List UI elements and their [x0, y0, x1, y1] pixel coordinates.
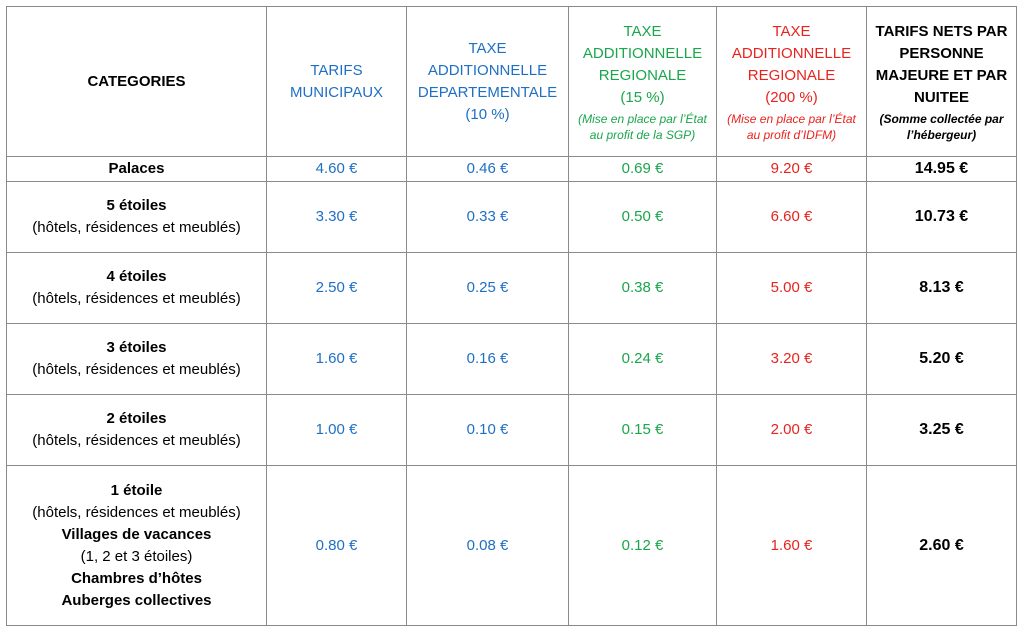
category-subtitle: (hôtels, résidences et meublés) [32, 361, 241, 378]
table-row [7, 157, 1017, 182]
category-cell [7, 253, 267, 324]
category-cell [7, 157, 267, 182]
header-regional-sgp-rate: (15 %) [620, 88, 665, 106]
regional-idfm-cell: 1.60 € [717, 466, 867, 626]
municipal-cell: 1.60 € [267, 324, 407, 395]
category-title: 5 étoiles [106, 197, 167, 214]
regional-sgp-cell: 0.50 € [569, 182, 717, 253]
net-cell: 14.95 € [867, 157, 1017, 182]
regional-sgp-cell: 0.12 € [569, 466, 717, 626]
header-departmental-rate: (10 %) [465, 105, 510, 123]
category-subtitle: (hôtels, résidences et meublés) [32, 432, 241, 449]
category-title: 2 étoiles [106, 410, 167, 427]
header-departmental-title: TAXE ADDITIONNELLE DEPARTEMENTALE [417, 39, 558, 101]
category-cell [7, 466, 267, 626]
header-departmental [407, 7, 569, 157]
header-municipal: TARIFS MUNICIPAUX [267, 7, 407, 157]
header-regional-idfm-title: TAXE ADDITIONNELLE REGIONALE [731, 22, 852, 84]
category-subtitle: (hôtels, résidences et meublés) [32, 503, 241, 521]
regional-idfm-cell: 6.60 € [717, 182, 867, 253]
table-row [7, 395, 1017, 466]
departmental-cell: 0.10 € [407, 395, 569, 466]
category-title-2: Villages de vacances [61, 525, 212, 543]
regional-sgp-cell: 0.38 € [569, 253, 717, 324]
header-row [7, 7, 1017, 157]
category-title: Palaces [108, 160, 165, 177]
category-title: 4 étoiles [106, 268, 167, 285]
header-regional-sgp [569, 7, 717, 157]
departmental-cell: 0.33 € [407, 182, 569, 253]
header-net-note: (Somme collectée par l’hébergeur) [879, 111, 1004, 142]
table-row [7, 182, 1017, 253]
departmental-cell: 0.08 € [407, 466, 569, 626]
municipal-cell: 4.60 € [267, 157, 407, 182]
tax-rates-table [6, 6, 1017, 626]
net-cell: 3.25 € [867, 395, 1017, 466]
category-cell [7, 324, 267, 395]
category-title-3: Chambres d’hôtes [71, 569, 202, 587]
net-cell: 10.73 € [867, 182, 1017, 253]
municipal-cell: 3.30 € [267, 182, 407, 253]
table-row [7, 324, 1017, 395]
category-subtitle: (hôtels, résidences et meublés) [32, 290, 241, 307]
table-row [7, 466, 1017, 626]
header-regional-sgp-title: TAXE ADDITIONNELLE REGIONALE [582, 22, 703, 84]
header-categories: CATEGORIES [7, 7, 267, 157]
category-cell [7, 395, 267, 466]
net-cell: 8.13 € [867, 253, 1017, 324]
regional-idfm-cell: 5.00 € [717, 253, 867, 324]
category-title: 3 étoiles [106, 339, 167, 356]
category-cell [7, 182, 267, 253]
municipal-cell: 2.50 € [267, 253, 407, 324]
net-cell: 2.60 € [867, 466, 1017, 626]
regional-idfm-cell: 3.20 € [717, 324, 867, 395]
municipal-cell: 0.80 € [267, 466, 407, 626]
regional-sgp-cell: 0.69 € [569, 157, 717, 182]
header-regional-idfm-rate: (200 %) [765, 88, 818, 106]
header-regional-idfm-note: (Mise en place par l’État au profit d’IDFM) [727, 111, 856, 142]
category-title: 1 étoile [110, 481, 163, 499]
regional-sgp-cell: 0.15 € [569, 395, 717, 466]
table-row [7, 253, 1017, 324]
departmental-cell: 0.46 € [407, 157, 569, 182]
regional-idfm-cell: 2.00 € [717, 395, 867, 466]
header-net-title: TARIFS NETS PAR PERSONNE MAJEURE ET PAR NUITEE [875, 22, 1008, 106]
category-title-4: Auberges collectives [61, 591, 212, 609]
regional-idfm-cell: 9.20 € [717, 157, 867, 182]
header-regional-sgp-note: (Mise en place par l’État au profit de la SGP) [578, 111, 707, 142]
departmental-cell: 0.16 € [407, 324, 569, 395]
regional-sgp-cell: 0.24 € [569, 324, 717, 395]
municipal-cell: 1.00 € [267, 395, 407, 466]
net-cell: 5.20 € [867, 324, 1017, 395]
header-regional-idfm [717, 7, 867, 157]
header-net [867, 7, 1017, 157]
category-subtitle: (hôtels, résidences et meublés) [32, 219, 241, 236]
category-subtitle-2: (1, 2 et 3 étoiles) [80, 547, 193, 565]
departmental-cell: 0.25 € [407, 253, 569, 324]
